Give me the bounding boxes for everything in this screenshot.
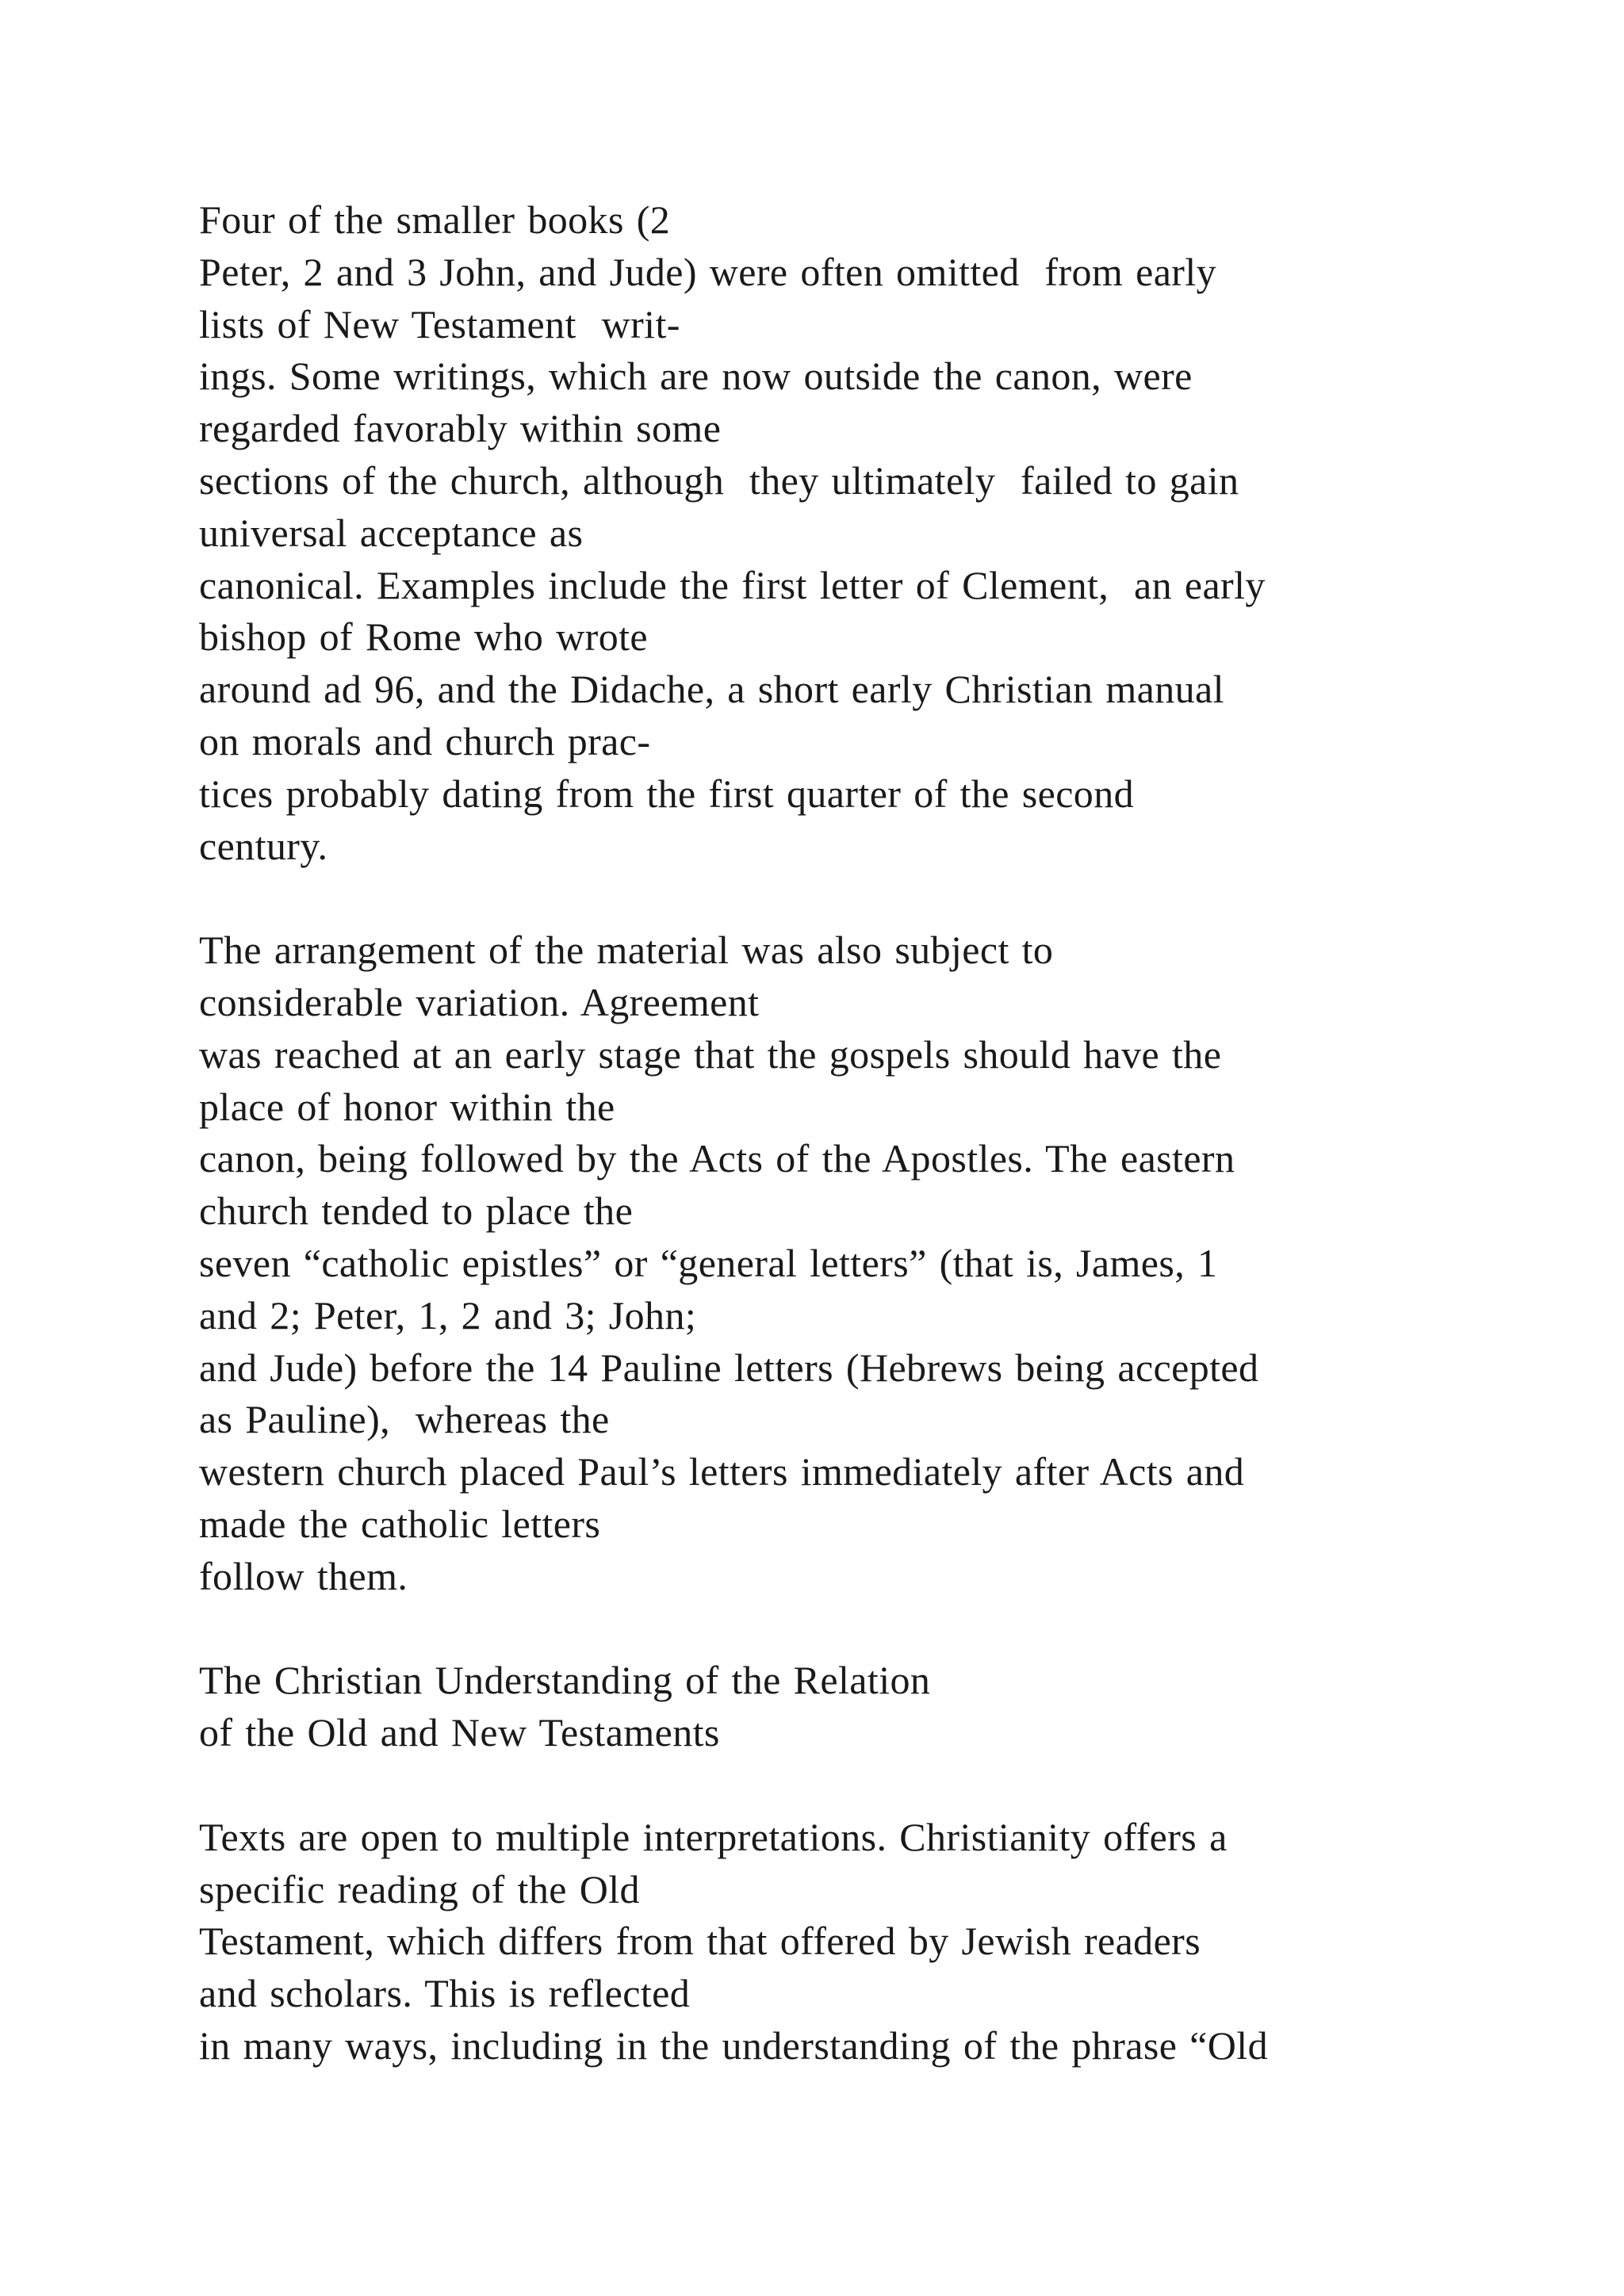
text-line: regarded favorably within some <box>199 406 722 451</box>
paragraph-gap <box>199 1759 1547 1812</box>
text-line: lists of New Testament writ- <box>199 301 680 346</box>
paragraph-gap <box>199 872 1547 924</box>
text-line: specific reading of the Old <box>199 1866 640 1911</box>
text-line: as Pauline), whereas the <box>199 1397 610 1442</box>
text-line: western church placed Paul’s letters immediately after Acts and <box>199 1449 1245 1494</box>
paragraph <box>199 194 1547 872</box>
text-line: sections of the church, although they ultimately failed to gain <box>199 457 1239 503</box>
text-line: The arrangement of the material was also subject to <box>199 928 1054 973</box>
text-line: ings. Some writings, which are now outside the canon, were <box>199 354 1193 399</box>
paragraph-gap <box>199 1603 1547 1655</box>
text-line: canonical. Examples include the first letter of Clement, an early <box>199 562 1266 607</box>
text-line: church tended to place the <box>199 1188 634 1234</box>
text-line: around ad 96, and the Didache, a short early Christian manual <box>199 667 1224 712</box>
text-line: follow them. <box>199 1553 408 1598</box>
text-line: tices probably dating from the first quarter of the second <box>199 771 1135 816</box>
text-line: was reached at an early stage that the gospels should have the <box>199 1031 1222 1077</box>
heading-line: of the Old and New Testaments <box>199 1710 720 1755</box>
text-line: and Jude) before the 14 Pauline letters (Hebrews being accepted <box>199 1345 1259 1390</box>
text-line: bishop of Rome who wrote <box>199 614 648 660</box>
section-heading <box>199 1655 1547 1759</box>
text-line: seven “catholic epistles” or “general letters” (that is, James, 1 <box>199 1240 1218 1285</box>
text-line: Texts are open to multiple interpretations. Christianity offers a <box>199 1814 1228 1859</box>
paragraph <box>199 924 1547 1602</box>
text-line: Peter, 2 and 3 John, and Jude) were often omitted from early <box>199 249 1217 294</box>
text-line: universal acceptance as <box>199 510 584 555</box>
paragraph <box>199 1812 1547 2072</box>
text-line: made the catholic letters <box>199 1501 601 1546</box>
text-line: canon, being followed by the Acts of the Apostles. The eastern <box>199 1136 1235 1181</box>
heading-line: The Christian Understanding of the Relation <box>199 1658 931 1703</box>
text-line: and 2; Peter, 1, 2 and 3; John; <box>199 1292 697 1337</box>
text-line: Four of the smaller books (2 <box>199 197 671 242</box>
text-line: century. <box>199 823 328 868</box>
text-line: and scholars. This is reflected <box>199 1971 691 2016</box>
text-line: Testament, which differs from that offered by Jewish readers <box>199 1919 1201 1964</box>
text-line: considerable variation. Agreement <box>199 979 760 1024</box>
text-line: place of honor within the <box>199 1084 615 1129</box>
text-line: in many ways, including in the understanding of the phrase “Old <box>199 2022 1268 2068</box>
document-body <box>199 194 1547 2072</box>
text-line: on morals and church prac- <box>199 718 651 763</box>
